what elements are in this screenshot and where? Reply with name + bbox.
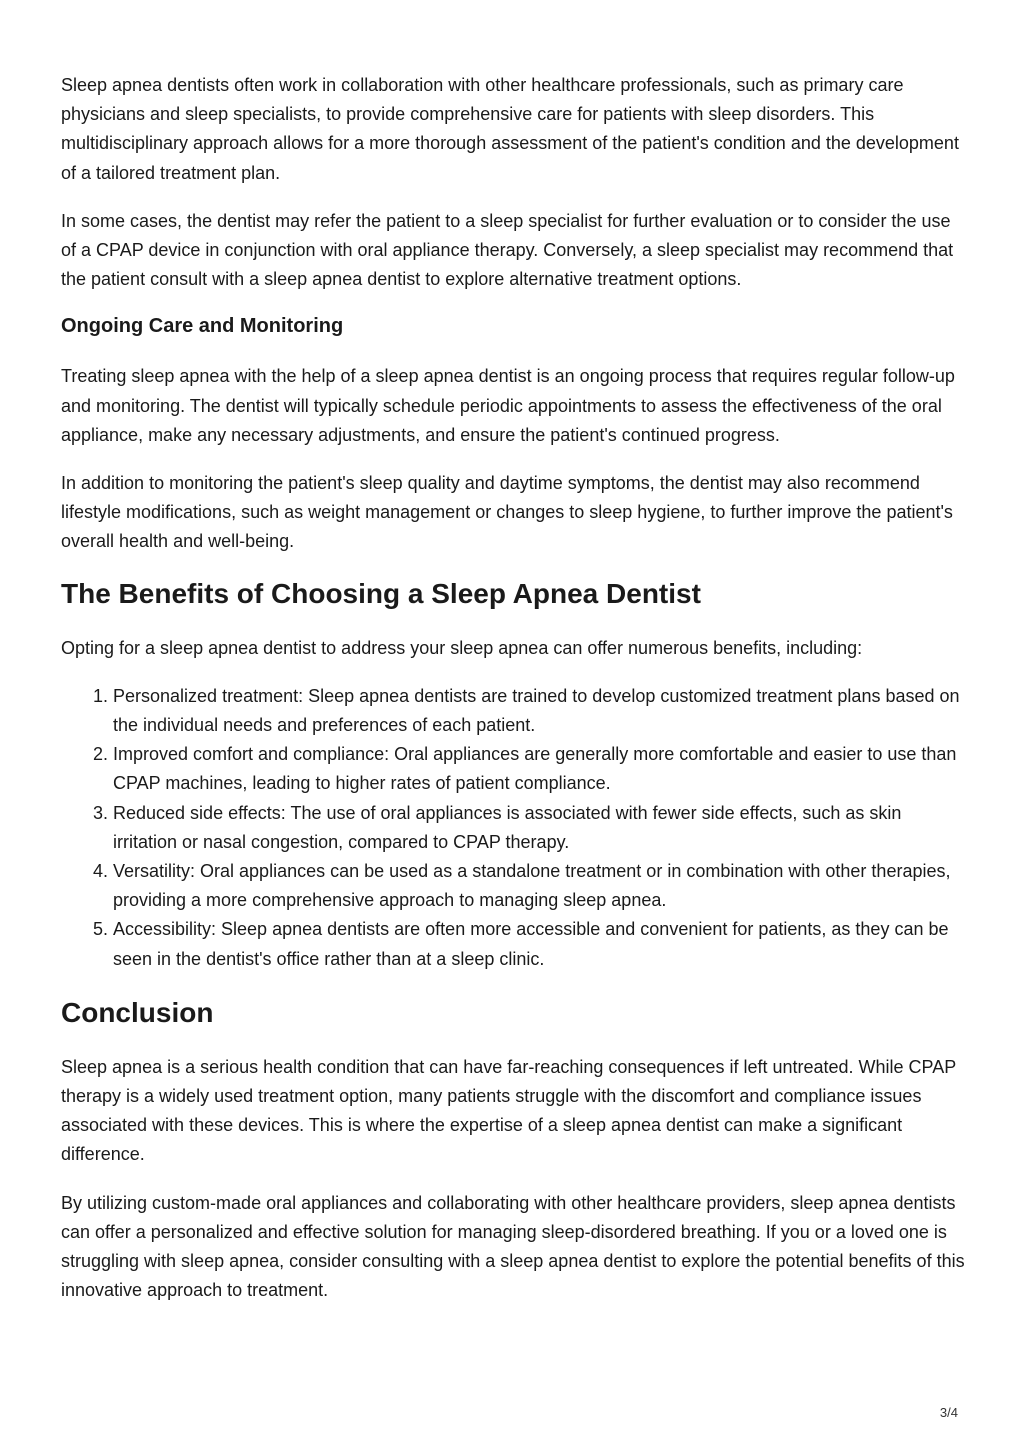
section-heading-benefits: The Benefits of Choosing a Sleep Apnea Dentist bbox=[61, 577, 701, 609]
document-page bbox=[61, 71, 966, 1325]
paragraph: In some cases, the dentist may refer the patient to a sleep specialist for further evaluation or to consider the use of a CPAP device in conjunction with oral appliance therapy. Conversely, a sleep specialist may recommend that the patient consult with a sleep apnea dentist to explore alternative treatment options. bbox=[61, 210, 954, 290]
paragraph: In addition to monitoring the patient's sleep quality and daytime symptoms, the dentist may also recommend lifestyle modifications, such as weight management or changes to sleep hygiene, to further improve the patient's overall health and well-being. bbox=[61, 473, 953, 552]
paragraph: By utilizing custom-made oral appliances and collaborating with other healthcare providers, sleep apnea dentists can offer a personalized and effective solution for managing sleep-disordered breathing. If you or a loved one is struggling with sleep apnea, consider consulting with a sleep apnea dentist to explore the potential benefits of this innovative approach to treatment. bbox=[61, 1192, 965, 1301]
paragraph: Sleep apnea is a serious health condition that can have far-reaching consequences if left untreated. While CPAP therapy is a widely used treatment option, many patients struggle with the discomfort and compliance issues associated with these devices. This is where the expertise of a sleep apnea dentist can make a significant difference. bbox=[61, 1056, 956, 1165]
benefits-intro: Opting for a sleep apnea dentist to address your sleep apnea can offer numerous benefits, including: bbox=[61, 637, 863, 658]
subheading-ongoing-care: Ongoing Care and Monitoring bbox=[61, 315, 344, 338]
list-item: 4. Versatility: Oral appliances can be used as a standalone treatment or in combination with other therapies, providing a more comprehensive approach to managing sleep apnea. bbox=[113, 857, 966, 915]
section-heading-conclusion: Conclusion bbox=[61, 996, 214, 1028]
paragraph: Treating sleep apnea with the help of a sleep apnea dentist is an ongoing process that requires regular follow-up and monitoring. The dentist will typically schedule periodic appointments to assess the effectiveness of the oral appliance, make any necessary adjustments, and ensure the patient's continued progress. bbox=[61, 366, 955, 445]
paragraph: Sleep apnea dentists often work in collaboration with other healthcare professionals, such as primary care physicians and sleep specialists, to provide comprehensive care for patients with sleep disorders. This multidisciplinary approach allows for a more thorough assessment of the patient's condition and the development of a tailored treatment plan. bbox=[61, 75, 959, 183]
list-item: 2. Improved comfort and compliance: Oral appliances are generally more comfortable and easier to use than CPAP machines, leading to higher rates of patient compliance. bbox=[113, 740, 966, 798]
benefits-list bbox=[61, 682, 966, 974]
list-item: 1. Personalized treatment: Sleep apnea dentists are trained to develop customized treatment plans based on the individual needs and preferences of each patient. bbox=[113, 682, 966, 740]
list-item: 3. Reduced side effects: The use of oral appliances is associated with fewer side effects, such as skin irritation or nasal congestion, compared to CPAP therapy. bbox=[113, 799, 966, 857]
list-item: 5. Accessibility: Sleep apnea dentists are often more accessible and convenient for patients, as they can be seen in the dentist's office rather than at a sleep clinic. bbox=[113, 915, 966, 973]
page-number: 3/4 bbox=[939, 1405, 958, 1420]
